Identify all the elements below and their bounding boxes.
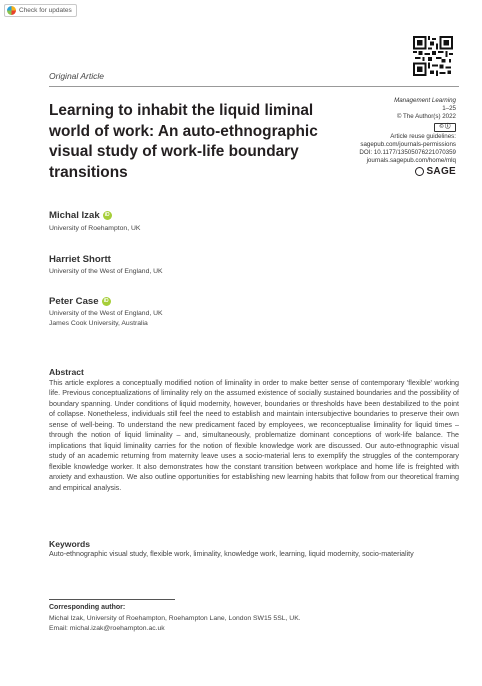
copyright: © The Author(s) 2022 <box>396 113 456 121</box>
orcid-icon[interactable]: iD <box>103 298 109 304</box>
footnote-divider <box>49 599 175 600</box>
abstract-heading: Abstract <box>49 367 84 377</box>
sage-logo-icon <box>415 167 424 176</box>
author-name <box>49 254 111 265</box>
article-type-label: Original Article <box>49 71 104 81</box>
author-name <box>49 210 112 221</box>
doi-link[interactable]: DOI: 10.1177/13505076221070359 <box>359 149 456 157</box>
reuse-guidelines-label: Article reuse guidelines: <box>390 132 456 140</box>
keywords-heading: Keywords <box>49 539 91 549</box>
keywords-text: Auto-ethnographic visual study, flexible work, liminality, knowledge work, learning, liquid modernity, socio-materiality <box>49 550 414 558</box>
author-affiliation: University of the West of England, UK <box>49 310 163 317</box>
header-divider <box>49 86 459 87</box>
author-name-text: Peter Case <box>49 296 99 307</box>
author-affiliation: University of the West of England, UK <box>49 268 163 275</box>
page-range: 1–25 <box>442 105 456 113</box>
author-affiliation: James Cook University, Australia <box>49 320 148 327</box>
check-updates-icon <box>7 6 16 15</box>
publisher-name: SAGE <box>426 165 456 177</box>
cc-license-icon: © ⓘ <box>434 123 456 132</box>
author-name-text: Harriet Shortt <box>49 254 111 265</box>
journal-homepage-link[interactable]: journals.sagepub.com/home/mlq <box>366 157 456 165</box>
author-name <box>49 296 111 307</box>
reuse-guidelines-link[interactable]: sagepub.com/journals-permissions <box>360 140 456 148</box>
article-title: Learning to inhabit the liquid liminal world of work: An auto-ethnographic visual study of work-life boundary transitions <box>49 102 318 181</box>
corresponding-author-heading: Corresponding author: <box>49 604 126 611</box>
check-for-updates-badge[interactable] <box>4 4 77 17</box>
corresponding-author-email[interactable]: Email: michal.izak@roehampton.ac.uk <box>49 624 165 632</box>
check-updates-label: Check for updates <box>19 7 72 14</box>
orcid-icon[interactable]: iD <box>104 212 110 218</box>
qr-code-icon <box>413 36 453 76</box>
journal-name: Management Learning <box>394 97 456 104</box>
publisher-logo <box>346 167 456 176</box>
author-name-text: Michal Izak <box>49 210 100 221</box>
corresponding-author-details <box>49 614 301 633</box>
abstract-text: This article explores a conceptually modified notion of liminality in order to make better sense of contemporary 'flexible' working life. Previous conceptualizations of liminality rely on the assumed existence of socially sustained boundaries and the possibility of boundary spanning. Under conditions of liquid modernity, however, boundaries or thresholds have been destabilized to the point of collapse. Nonetheless, individuals still feel the need to establish and maintain intersubjective boundaries to preserve their own sense of well-being. To understand the new predicament faced by employees, we reconceptualise liminality for liquid times – through the notion of liquid liminality – and, simultaneously, problematize dominant conceptions of work-life balance. The implications that liquid liminality carries for the notion of flexible knowledge work are discussed. Our auto-ethnographic visual study of an academic returning from maternity leave uses a socio-material lens to exemplify the struggles of the contemporary flexible knowledge worker. It also demonstrates how the constant transition between workplace and home life is freighted with anxiety and exhaustion. We also outline opportunities for establishing new learning habits that follow from our theoretical framing and empirical analysis. <box>49 379 459 492</box>
corresponding-author-address: Michal Izak, University of Roehampton, Roehampton Lane, London SW15 5SL, UK. <box>49 615 301 622</box>
journal-meta <box>346 97 456 176</box>
author-affiliation: University of Roehampton, UK <box>49 225 141 232</box>
